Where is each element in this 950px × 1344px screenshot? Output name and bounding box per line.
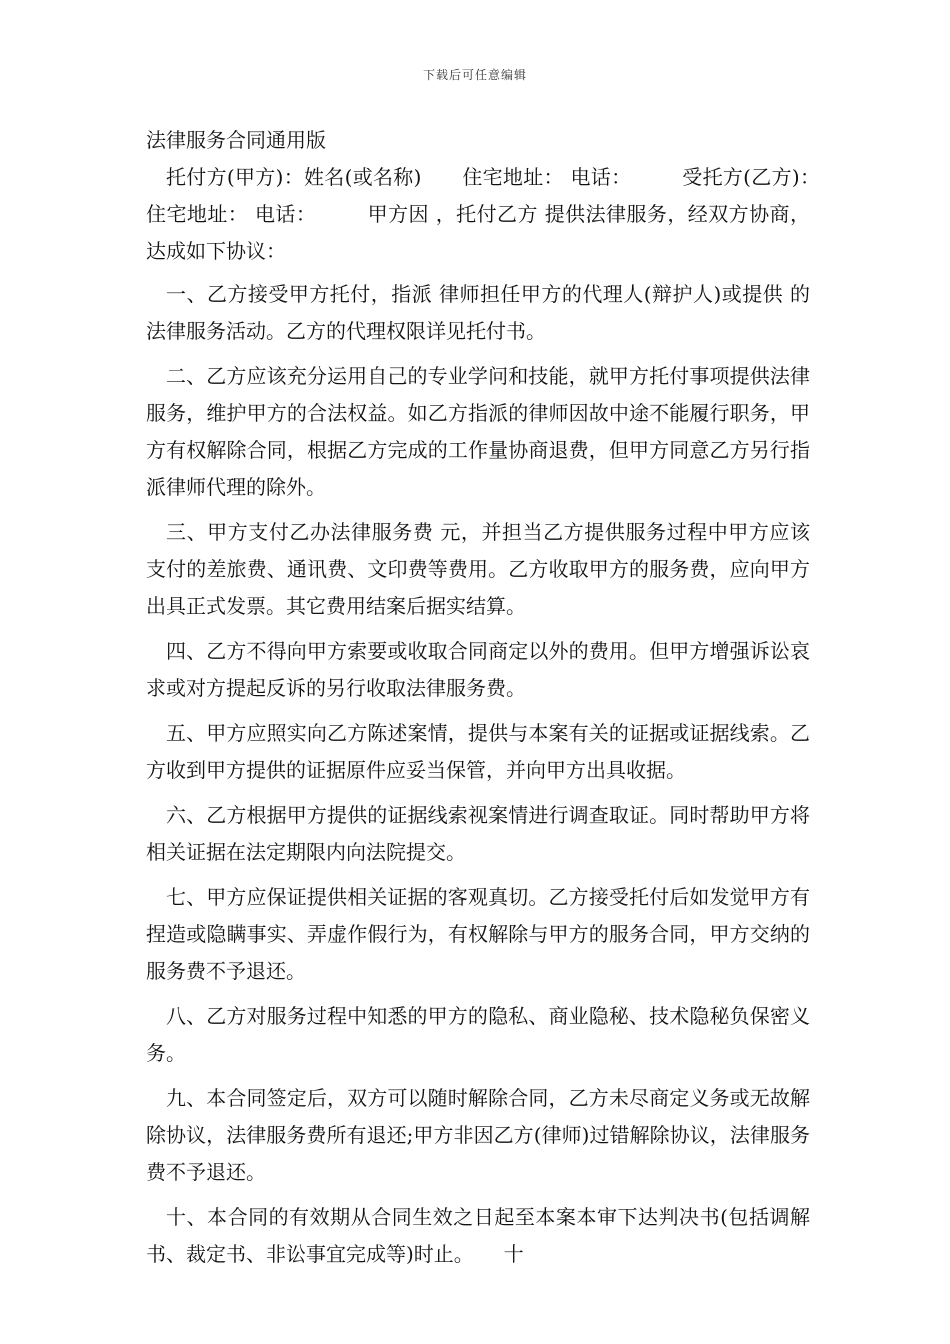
parties-paragraph: 托付方(甲方)：姓名(或名称) 住宅地址： 电话： 受托方(乙方)： 住宅地址： 电话： 甲方因 ，托付乙方 提供法律服务，经双方协商，达成如下协议： (146, 165, 870, 263)
clause-6: 六、乙方根据甲方提供的证据线索视案情进行调查取证。同时帮助甲方将相关证据在法定期限内向法院提交。 (146, 803, 810, 864)
clause-5: 五、甲方应照实向乙方陈述案情，提供与本案有关的证据或证据线索。乙方收到甲方提供的证据原件应妥当保管，并向甲方出具收据。 (146, 721, 810, 782)
page-header: 下载后可任意编辑 (422, 68, 527, 82)
clause-10: 十、本合同的有效期从合同生效之日起至本案本审下达判决书(包括调解书、裁定书、非讼事宜完成等)时止。 十 (146, 1205, 810, 1266)
clause-3: 三、甲方支付乙办法律服务费 元，并担当乙方提供服务过程中甲方应该支付的差旅费、通讯费、文印费等费用。乙方收取甲方的服务费，应向甲方出具正式发票。其它费用结案后据实结算。 (146, 520, 810, 618)
document-title: 法律服务合同通用版 (146, 128, 326, 152)
clause-9: 九、本合同签定后，双方可以随时解除合同，乙方未尽商定义务或无故解除协议，法律服务费所有退还;甲方非因乙方(律师)过错解除协议，法律服务费不予退还。 (146, 1086, 810, 1184)
clause-4: 四、乙方不得向甲方索要或收取合同商定以外的费用。但甲方增强诉讼哀求或对方提起反诉的另行收取法律服务费。 (146, 639, 810, 700)
clause-7: 七、甲方应保证提供相关证据的客观真切。乙方接受托付后如发觉甲方有捏造或隐瞒事实、弄虚作假行为，有权解除与甲方的服务合同，甲方交纳的服务费不予退还。 (146, 885, 810, 983)
clause-1: 一、乙方接受甲方托付，指派 律师担任甲方的代理人(辩护人)或提供 的法律服务活动。乙方的代理权限详见托付书。 (146, 282, 810, 343)
document-body (146, 122, 870, 1281)
clause-2: 二、乙方应该充分运用自己的专业学问和技能，就甲方托付事项提供法律服务，维护甲方的合法权益。如乙方指派的律师因故中途不能履行职务，甲方有权解除合同，根据乙方完成的工作量协商退费，但甲方同意乙方另行指派律师代理的除外。 (146, 364, 810, 499)
clause-8: 八、乙方对服务过程中知悉的甲方的隐私、商业隐秘、技术隐秘负保密义务。 (146, 1004, 810, 1065)
